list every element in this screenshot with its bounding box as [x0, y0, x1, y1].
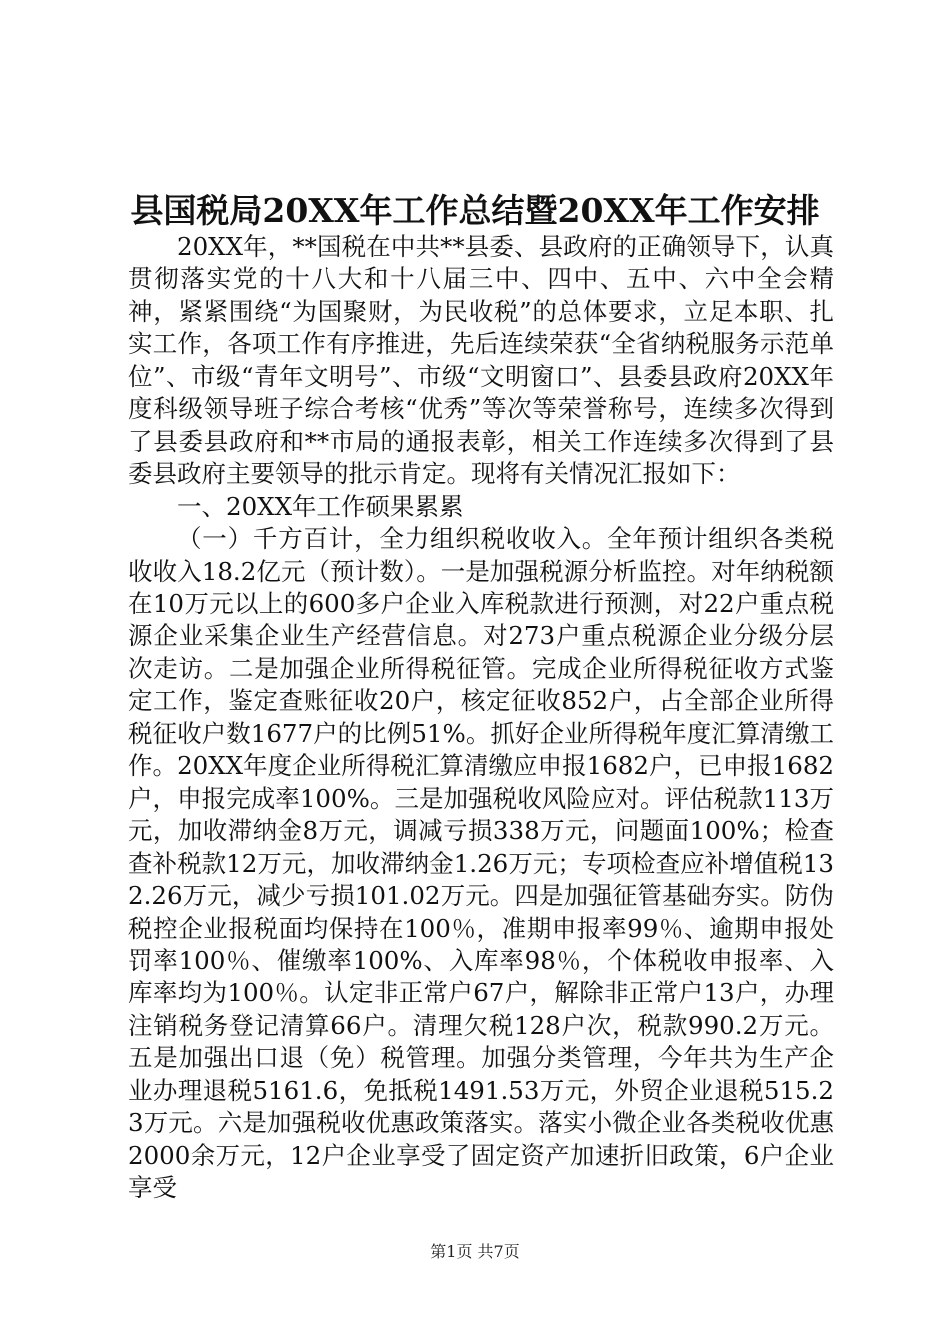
document-title: 县国税局20XX年工作总结暨20XX年工作安排 — [130, 191, 820, 230]
page-number: 第1页 共7页 — [430, 1242, 520, 1261]
intro-paragraph: 20XX年，**国税在中共**县委、县政府的正确领导下，认真贯彻落实党的十八大和十八届三中、四中、五中、六中全会精神，紧紧围绕“为国聚财，为民收税”的总体要求，立足本职、扎实工作，各项工作有序推进，先后连续荣获“全省纳税服务示范单位”、市级“青年文明号”、市级“文明窗口”、县委县政府20XX年度科级领导班子综合考核“优秀”等次等荣誉称号，连续多次得到了县委县政府和**市局的通报表彰，相关工作连续多次得到了县委县政府主要领导的批示肯定。现将有关情况汇报如下： — [128, 232, 834, 489]
section-heading: 一、20XX年工作硕果累累 — [177, 491, 464, 521]
section-paragraph: （一）千方百计，全力组织税收收入。全年预计组织各类税收收入18.2亿元（预计数）。一是加强税源分析监控。对年纳税额在10万元以上的600多户企业入库税款进行预测，对22户重点税源企业采集企业生产经营信息。对273户重点税源企业分级分层次走访。二是加强企业所得税征管。完成企业所得税征收方式鉴定工作，鉴定查账征收20户，核定征收852户，占全部企业所得税征收户数1677户的比例51%。抓好企业所得税年度汇算清缴工作。20XX年度企业所得税汇算清缴应申报1682户，已申报1682户，申报完成率100%。三是加强税收风险应对。评估税款113万元，加收滞纳金8万元，调减亏损338万元，问题面100%；检查查补税款12万元，加收滞纳金1.26万元；专项检查应补增值税132.26万元，减少亏损101.02万元。四是加强征管基础夯实。防伪税控企业报税面均保持在100％，准期申报率99％、逾期申报处罚率100％、催缴率100%、入库率98％，个体税收申报率、入库率均为100％。认定非正常户67户，解除非正常户13户，办理注销税务登记清算66户。清理欠税128户次，税款990.2万元。五是加强出口退（免）税管理。加强分类管理，今年共为生产企业办理退税5161.6，免抵税1491.53万元，外贸企业退税515.23万元。六是加强税收优惠政策落实。落实小微企业各类税收优惠2000余万元，12户企业享受了固定资产加速折旧政策，6户企业享受 — [128, 524, 834, 1203]
document-body — [128, 231, 834, 1205]
